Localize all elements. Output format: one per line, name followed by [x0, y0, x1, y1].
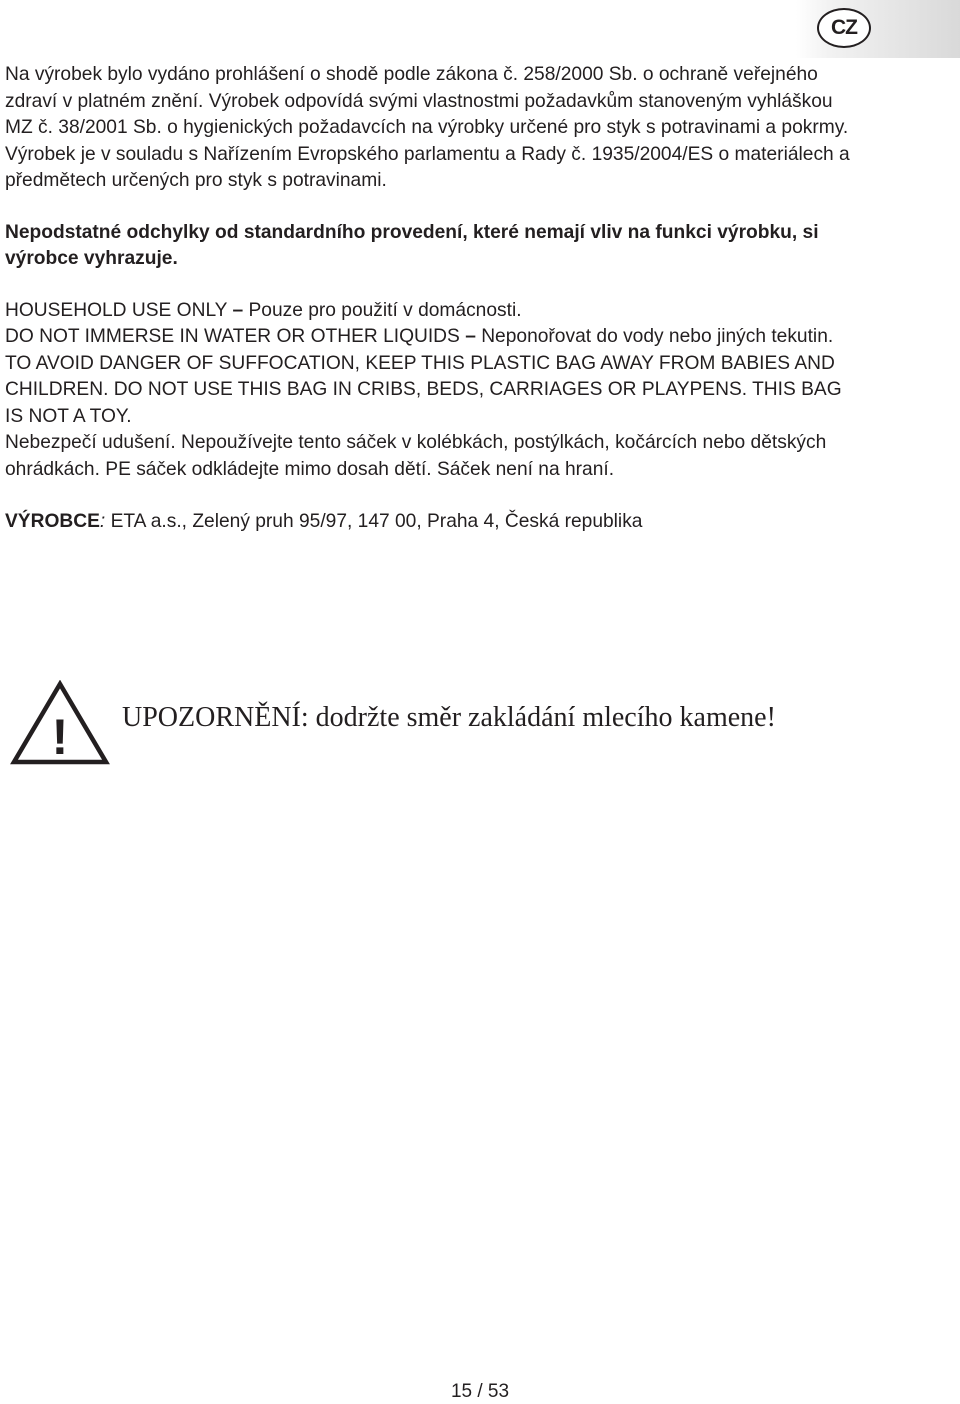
- warning-notice: [10, 680, 860, 770]
- manufacturer-separator: :: [99, 511, 106, 532]
- manufacturer-line: [5, 509, 855, 536]
- warning-triangle-icon: [10, 680, 110, 766]
- immerse-caps: DO NOT IMMERSE IN WATER OR OTHER LIQUIDS: [5, 326, 460, 347]
- language-code: CZ: [831, 16, 857, 39]
- immerse-line: [5, 324, 855, 430]
- dash: –: [465, 326, 476, 347]
- household-use-cz: Pouze pro použití v domácnosti.: [248, 299, 522, 321]
- household-use-caps: HOUSEHOLD USE ONLY: [5, 299, 228, 321]
- document-body: [5, 62, 855, 536]
- household-use-line: [5, 298, 855, 325]
- deviations-paragraph: Nepodstatné odchylky od standardního provedení, které nemají vliv na funkci výrobku, si výrobce vyhrazuje.: [5, 221, 819, 269]
- warning-symbol: !: [51, 709, 69, 765]
- manufacturer-label: VÝROBCE: [5, 511, 100, 532]
- language-badge: [817, 8, 871, 48]
- safety-instructions: [5, 298, 855, 484]
- suffocation-cz: Nebezpečí udušení. Nepoužívejte tento sáček v kolébkách, postýlkách, kočárcích nebo dětských ohrádkách. PE sáček odkládejte mimo dosah dětí. Sáček není na hraní.: [5, 432, 827, 480]
- immerse-cz: Neponořovat do vody nebo jiných tekutin.: [481, 326, 834, 347]
- dash: –: [232, 299, 244, 321]
- suffocation-caps: TO AVOID DANGER OF SUFFOCATION, KEEP THIS PLASTIC BAG AWAY FROM BABIES AND CHILDREN. DO NOT USE THIS BAG IN CRIBS, BEDS, CARRIAGES OR PLAYPENS. THIS BAG IS NOT A TOY.: [5, 352, 842, 427]
- declaration-paragraph: Na výrobek bylo vydáno prohlášení o shodě podle zákona č. 258/2000 Sb. o ochraně veřejného zdraví v platném znění. Výrobek odpovídá svými vlastnostmi požadavkům stanoveným vyhláškou MZ č. 38/2001 Sb. o hygienických požadavcích na výrobky určené pro styk s potravinami a pokrmy. Výrobek je v souladu s Nařízením Evropského parlamentu a Rady č. 1935/2004/ES o materiálech a předmětech určených pro styk s potravinami.: [5, 64, 850, 191]
- page-number: 15 / 53: [450, 1381, 510, 1402]
- warning-text: UPOZORNĚNÍ: dodržte směr zakládání mlecího kamene!: [122, 702, 776, 733]
- manufacturer-details: ETA a.s., Zelený pruh 95/97, 147 00, Praha 4, Česká republika: [110, 511, 643, 532]
